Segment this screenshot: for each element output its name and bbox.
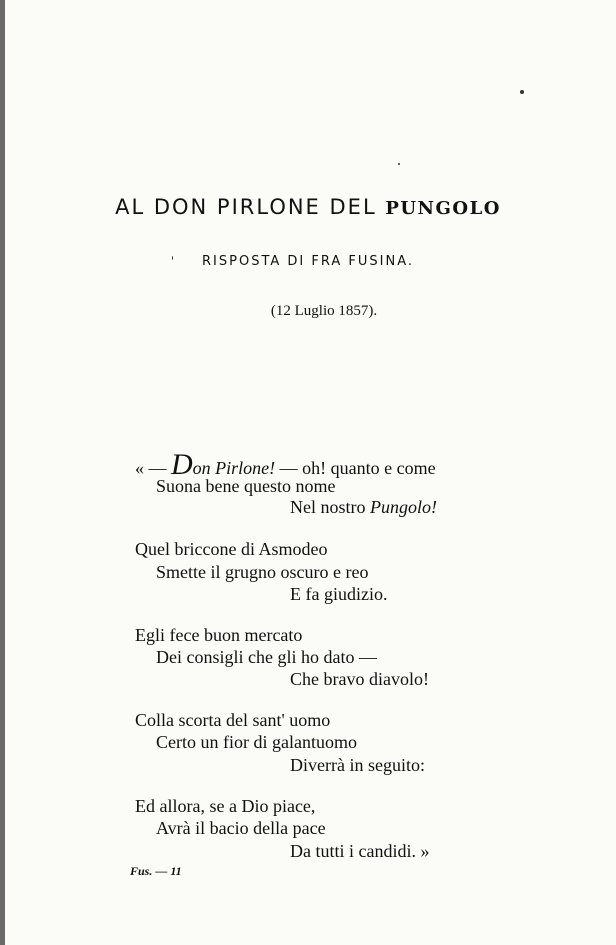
poem-line: Quel briccone di Asmodeo xyxy=(135,539,328,559)
poem-line: Da tutti i candidi. » xyxy=(290,841,430,861)
drop-capital: D xyxy=(171,448,193,481)
print-speck xyxy=(520,90,524,94)
poem-line: Che bravo diavolo! xyxy=(290,669,429,689)
opening-quote: « — xyxy=(135,458,167,478)
book-binding-edge xyxy=(0,0,5,945)
line-remainder: — oh! quanto e come xyxy=(275,458,436,478)
poem-line: Dei consigli che gli ho dato — xyxy=(156,647,377,667)
line-text: Nel nostro xyxy=(290,497,366,517)
poem-line: E fa giudizio. xyxy=(290,584,388,604)
journal-name: Pungolo! xyxy=(370,497,437,517)
poem-line: Suona bene questo nome xyxy=(156,476,336,496)
poem-line: Diverrà in seguito: xyxy=(290,755,425,775)
poem-line: Avrà il bacio della pace xyxy=(156,818,326,838)
poem-line: Ed allora, se a Dio piace, xyxy=(135,796,316,816)
print-speck xyxy=(398,163,400,165)
poem-line: Egli fece buon mercato xyxy=(135,625,303,645)
title-prefix: AL DON PIRLONE DEL xyxy=(115,195,377,219)
title-journal-name: PUNGOLO xyxy=(385,198,501,219)
addressee-name: on Pirlone! xyxy=(192,458,276,478)
date-line: (12 Luglio 1857). xyxy=(270,303,378,319)
page-title xyxy=(0,195,616,219)
poem-line: Smette il grugno oscuro e reo xyxy=(156,562,369,582)
page-subtitle: RISPOSTA DI FRA FUSINA. xyxy=(202,254,414,269)
signature-mark: Fus. — 11 xyxy=(130,864,182,878)
poem-line: Certo un fior di galantuomo xyxy=(156,732,357,752)
poem-line xyxy=(290,497,437,518)
poem-line: Colla scorta del sant' uomo xyxy=(135,710,331,730)
